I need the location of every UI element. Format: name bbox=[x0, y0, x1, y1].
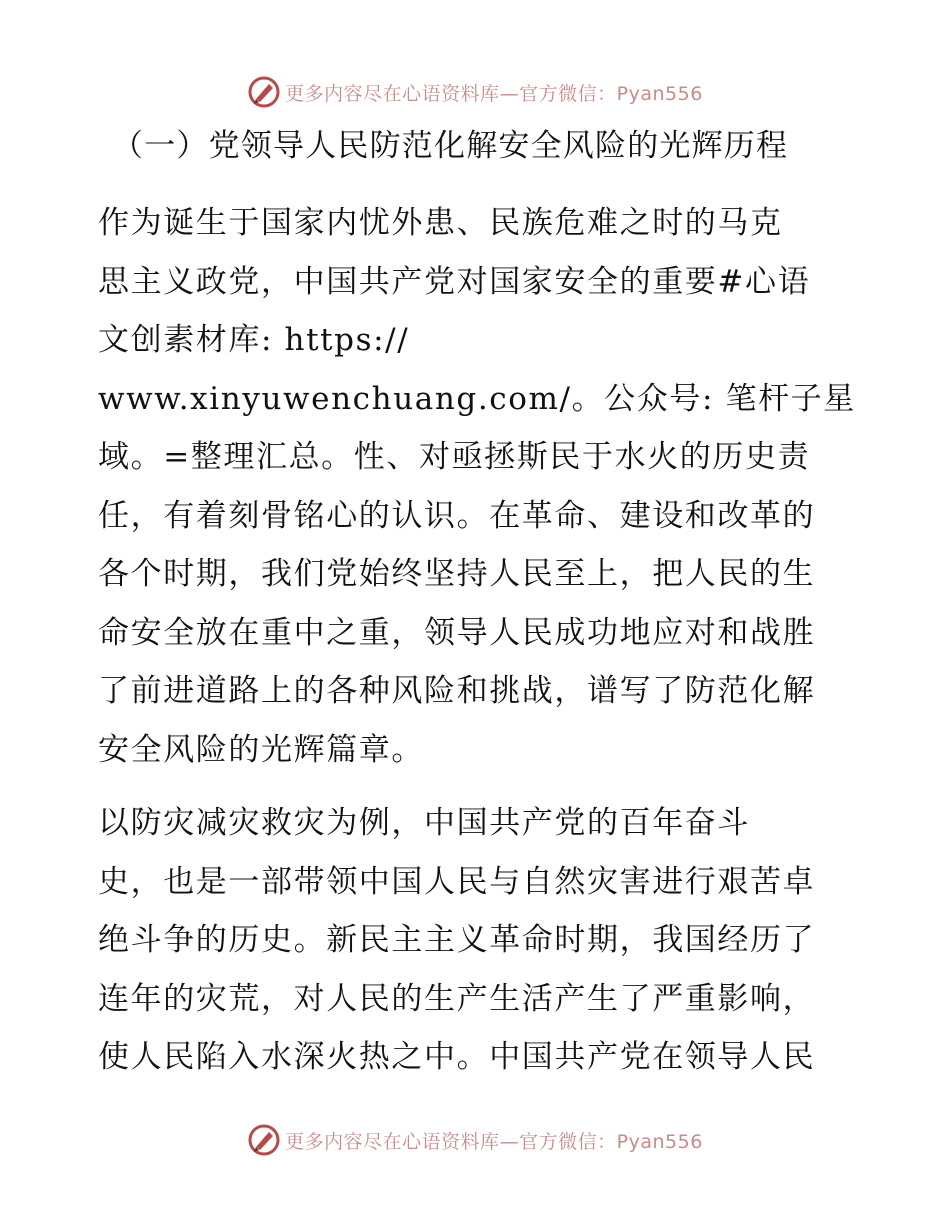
text-line: 各个时期，我们党始终坚持人民至上，把人民的生 bbox=[98, 556, 816, 592]
text-line: www.xinyuwenchuang.com/。公众号: 笔杆子星 bbox=[98, 380, 856, 417]
text-line: 任，有着刻骨铭心的认识。在革命、建设和改革的 bbox=[98, 497, 816, 534]
watermark-text: 更多内容尽在心语资料库—官方微信：Pyan556 bbox=[285, 1130, 703, 1153]
paragraph-1 bbox=[98, 194, 858, 779]
header-watermark bbox=[0, 72, 950, 112]
text-line: 思主义政党，中国共产党对国家安全的重要#心语 bbox=[98, 263, 811, 300]
section-title: （一）党领导人民防范化解安全风险的光辉历程 bbox=[112, 128, 789, 164]
paragraph-2 bbox=[98, 794, 858, 1087]
text-line: 连年的灾荒，对人民的生产生活产生了严重影响， bbox=[98, 980, 816, 1017]
text-line: 命安全放在重中之重，领导人民成功地应对和战胜 bbox=[98, 614, 816, 651]
text-line: 以防灾减灾救灾为例，中国共产党的百年奋斗 bbox=[98, 805, 750, 841]
text-line: 了前进道路上的各种风险和挑战，谱写了防范化解 bbox=[98, 673, 816, 709]
pen-nib-logo-icon bbox=[247, 1123, 281, 1157]
text-line: 安全风险的光辉篇章。 bbox=[98, 731, 424, 768]
text-line: 绝斗争的历史。新民主主义革命时期，我国经历了 bbox=[98, 922, 816, 958]
footer-watermark bbox=[0, 1120, 950, 1160]
pen-nib-logo-icon bbox=[247, 75, 281, 109]
watermark-text: 更多内容尽在心语资料库—官方微信：Pyan556 bbox=[285, 82, 703, 105]
text-line: 域。=整理汇总。性、对亟拯斯民于水火的历史责 bbox=[98, 439, 811, 475]
text-line: 作为诞生于国家内忧外患、民族危难之时的马克 bbox=[98, 205, 783, 241]
text-line: 文创素材库: https:// bbox=[98, 322, 410, 358]
text-line: 史，也是一部带领中国人民与自然灾害进行艰苦卓 bbox=[98, 863, 816, 900]
text-line: 使人民陷入水深火热之中。中国共产党在领导人民 bbox=[98, 1039, 816, 1075]
